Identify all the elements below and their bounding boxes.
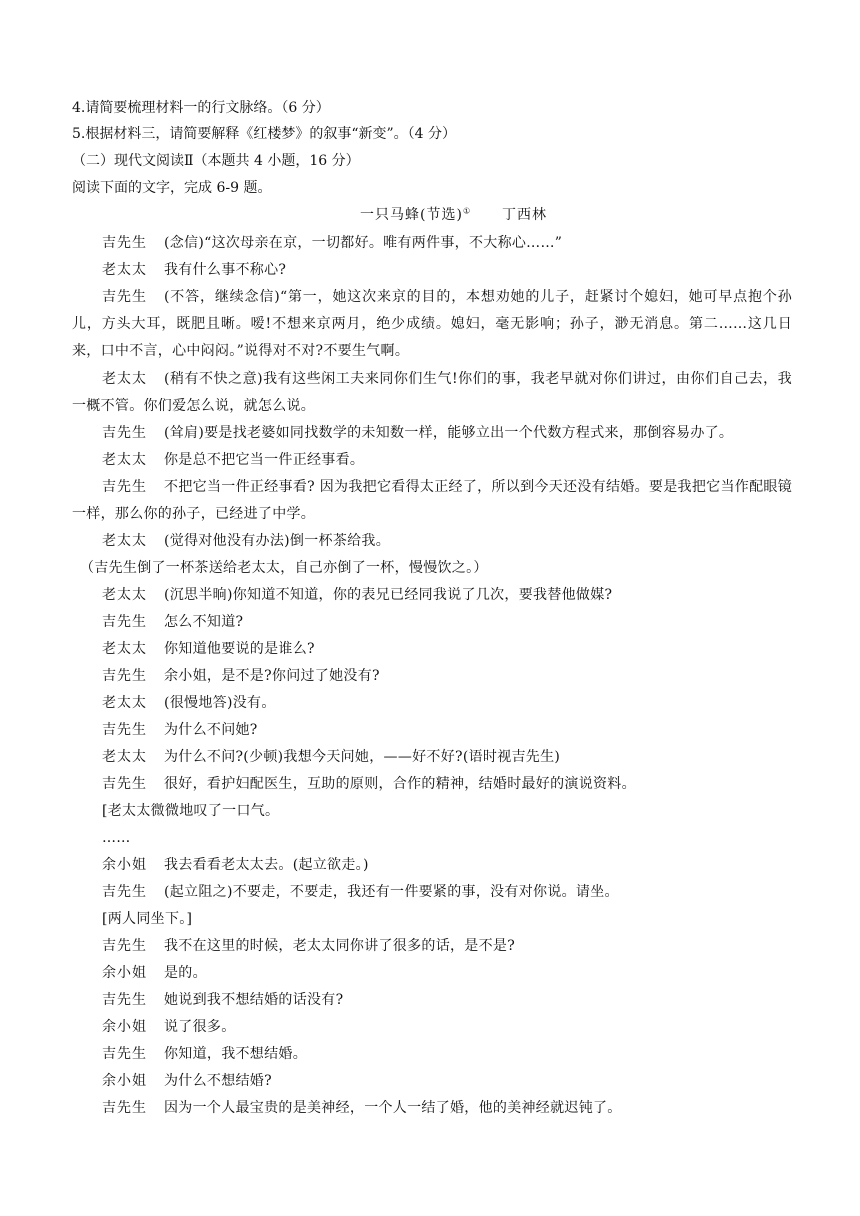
dialogue-line <box>72 609 792 636</box>
line-text: 余小姐，是不是?你问过了她没有? <box>164 668 380 684</box>
dialogue-line <box>72 284 792 365</box>
line-text: 我去看看老太太去。(起立欲走。) <box>164 857 369 873</box>
speaker: 老太太 <box>102 533 147 549</box>
dialogue-line <box>72 987 792 1014</box>
dialogue-line <box>72 717 792 744</box>
dialogue-line <box>72 960 792 987</box>
line-text: 怎么不知道? <box>164 614 244 630</box>
line-text: 你知道他要说的是谁么? <box>164 641 315 657</box>
ellipsis <box>72 825 822 852</box>
speaker: 吉先生 <box>102 425 147 441</box>
line-text: 我有什么事不称心? <box>164 262 287 278</box>
line-text: …… <box>102 830 131 846</box>
dialogue-line <box>72 1041 792 1068</box>
section-heading: （二）现代文阅读Ⅱ（本题共 4 小题，16 分） <box>72 153 360 169</box>
speaker: 吉先生 <box>102 668 147 684</box>
question-5: 5.根据材料三，请简要解释《红楼梦》的叙事“新变”。（4 分） <box>72 126 457 142</box>
dialogue-line <box>72 582 792 609</box>
line-text: 为什么不想结婚? <box>164 1073 272 1089</box>
dialogue-line <box>72 852 792 879</box>
speaker: 吉先生 <box>102 992 147 1008</box>
line-text: (觉得对他没有办法)倒一杯茶给我。 <box>164 533 391 549</box>
speaker: 吉先生 <box>102 289 147 305</box>
line-text: (沉思半晌)你知道不知道，你的表兄已经同我说了几次，要我替他做媒? <box>164 587 613 603</box>
dialogue-line <box>72 230 792 257</box>
stage-direction <box>72 798 822 825</box>
speaker: 吉先生 <box>102 479 147 495</box>
speaker: 老太太 <box>102 452 147 468</box>
line-text: (很慢地答)没有。 <box>164 695 276 711</box>
dialogue-line <box>72 1068 792 1095</box>
dialogue-line <box>72 879 792 906</box>
dialogue-line <box>72 447 792 474</box>
dialogue-line <box>72 771 792 798</box>
speaker: 吉先生 <box>102 235 147 251</box>
speaker: 余小姐 <box>102 857 147 873</box>
dialogue-line <box>72 636 792 663</box>
speaker: 吉先生 <box>102 614 147 630</box>
speaker: 余小姐 <box>102 1073 147 1089</box>
speaker: 吉先生 <box>102 1046 147 1062</box>
line-text: 为什么不问她? <box>164 722 258 738</box>
dialogue-line <box>72 366 792 420</box>
speaker: 余小姐 <box>102 965 147 981</box>
speaker: 老太太 <box>102 641 147 657</box>
question-4: 4.请简要梳理材料一的行文脉络。（6 分） <box>72 100 330 116</box>
speaker: 吉先生 <box>102 1100 147 1116</box>
speaker: 老太太 <box>102 695 147 711</box>
speaker: 吉先生 <box>102 776 147 792</box>
dialogue-line <box>72 420 792 447</box>
dialogue-line <box>72 528 792 555</box>
section-instruction: 阅读下面的文字，完成 6-9 题。 <box>72 180 272 196</box>
line-text: [两人同坐下。] <box>102 911 193 927</box>
stage-direction <box>72 555 800 582</box>
line-text: 因为一个人最宝贵的是美神经，一个人一结了婚，他的美神经就迟钝了。 <box>164 1100 622 1116</box>
dialogue-line <box>72 744 792 771</box>
dialogue-line <box>72 474 792 528</box>
dialogue-line <box>72 663 792 690</box>
title-text: 一只马蜂(节选) <box>360 207 463 223</box>
passage-title <box>360 204 547 224</box>
line-text: (念信)“这次母亲在京，一切都好。唯有两件事，不大称心……” <box>164 235 563 251</box>
speaker: 吉先生 <box>102 884 147 900</box>
dialogue-line <box>72 933 792 960</box>
line-text: (不答，继续念信)“第一，她这次来京的目的，本想劝她的儿子，赶紧讨个媳妇，她可早点抱个孙儿，方头大耳，既肥且晰。嗳!不想来京两月，绝少成绩。媳妇，毫无影响；孙子，渺无消息。第二……这几日来，口中不言，心中闷闷。”说得对不对?不要生气啊。 <box>72 289 792 359</box>
speaker: 吉先生 <box>102 722 147 738</box>
line-text: 不把它当一件正经事看? 因为我把它看得太正经了，所以到今天还没有结婚。要是我把它当作配眼镜一样，那么你的孙子，已经进了中学。 <box>72 479 792 522</box>
line-text: (耸肩)要是找老婆如同找数学的未知数一样，能够立出一个代数方程式来，那倒容易办了。 <box>164 425 734 441</box>
line-text: 说了很多。 <box>164 1019 236 1035</box>
speaker: 余小姐 <box>102 1019 147 1035</box>
dialogue-line <box>72 690 792 717</box>
line-text: （吉先生倒了一杯茶送给老太太，自己亦倒了一杯，慢慢饮之。） <box>80 560 488 576</box>
dialogue-line <box>72 257 792 284</box>
line-text: (稍有不快之意)我有这些闲工夫来同你们生气!你们的事，我老早就对你们讲过，由你们自己去，我一概不管。你们爱怎么说，就怎么说。 <box>72 371 792 414</box>
dialogue-line <box>72 1014 792 1041</box>
line-text: 是的。 <box>164 965 207 981</box>
line-text: 很好，看护妇配医生，互助的原则，合作的精神，结婚时最好的演说资料。 <box>164 776 636 792</box>
speaker: 老太太 <box>102 262 147 278</box>
stage-direction <box>72 906 822 933</box>
line-text: [老太太微微地叹了一口气。 <box>102 803 280 819</box>
line-text: (起立阻之)不要走，不要走，我还有一件要紧的事，没有对你说。请坐。 <box>164 884 619 900</box>
line-text: 你是总不把它当一件正经事看。 <box>164 452 365 468</box>
speaker: 老太太 <box>102 749 147 765</box>
line-text: 为什么不问?(少顿)我想今天问她，——好不好?(语时视吉先生) <box>164 749 561 765</box>
line-text: 你知道，我不想结婚。 <box>164 1046 307 1062</box>
dialogue-line <box>72 1095 792 1122</box>
line-text: 我不在这里的时候，老太太同你讲了很多的话，是不是? <box>164 938 516 954</box>
speaker: 老太太 <box>102 587 147 603</box>
speaker: 吉先生 <box>102 938 147 954</box>
footnote-marker: ① <box>462 206 472 216</box>
line-text: 她说到我不想结婚的话没有? <box>164 992 344 1008</box>
author-name: 丁西林 <box>502 207 548 223</box>
speaker: 老太太 <box>102 371 147 387</box>
